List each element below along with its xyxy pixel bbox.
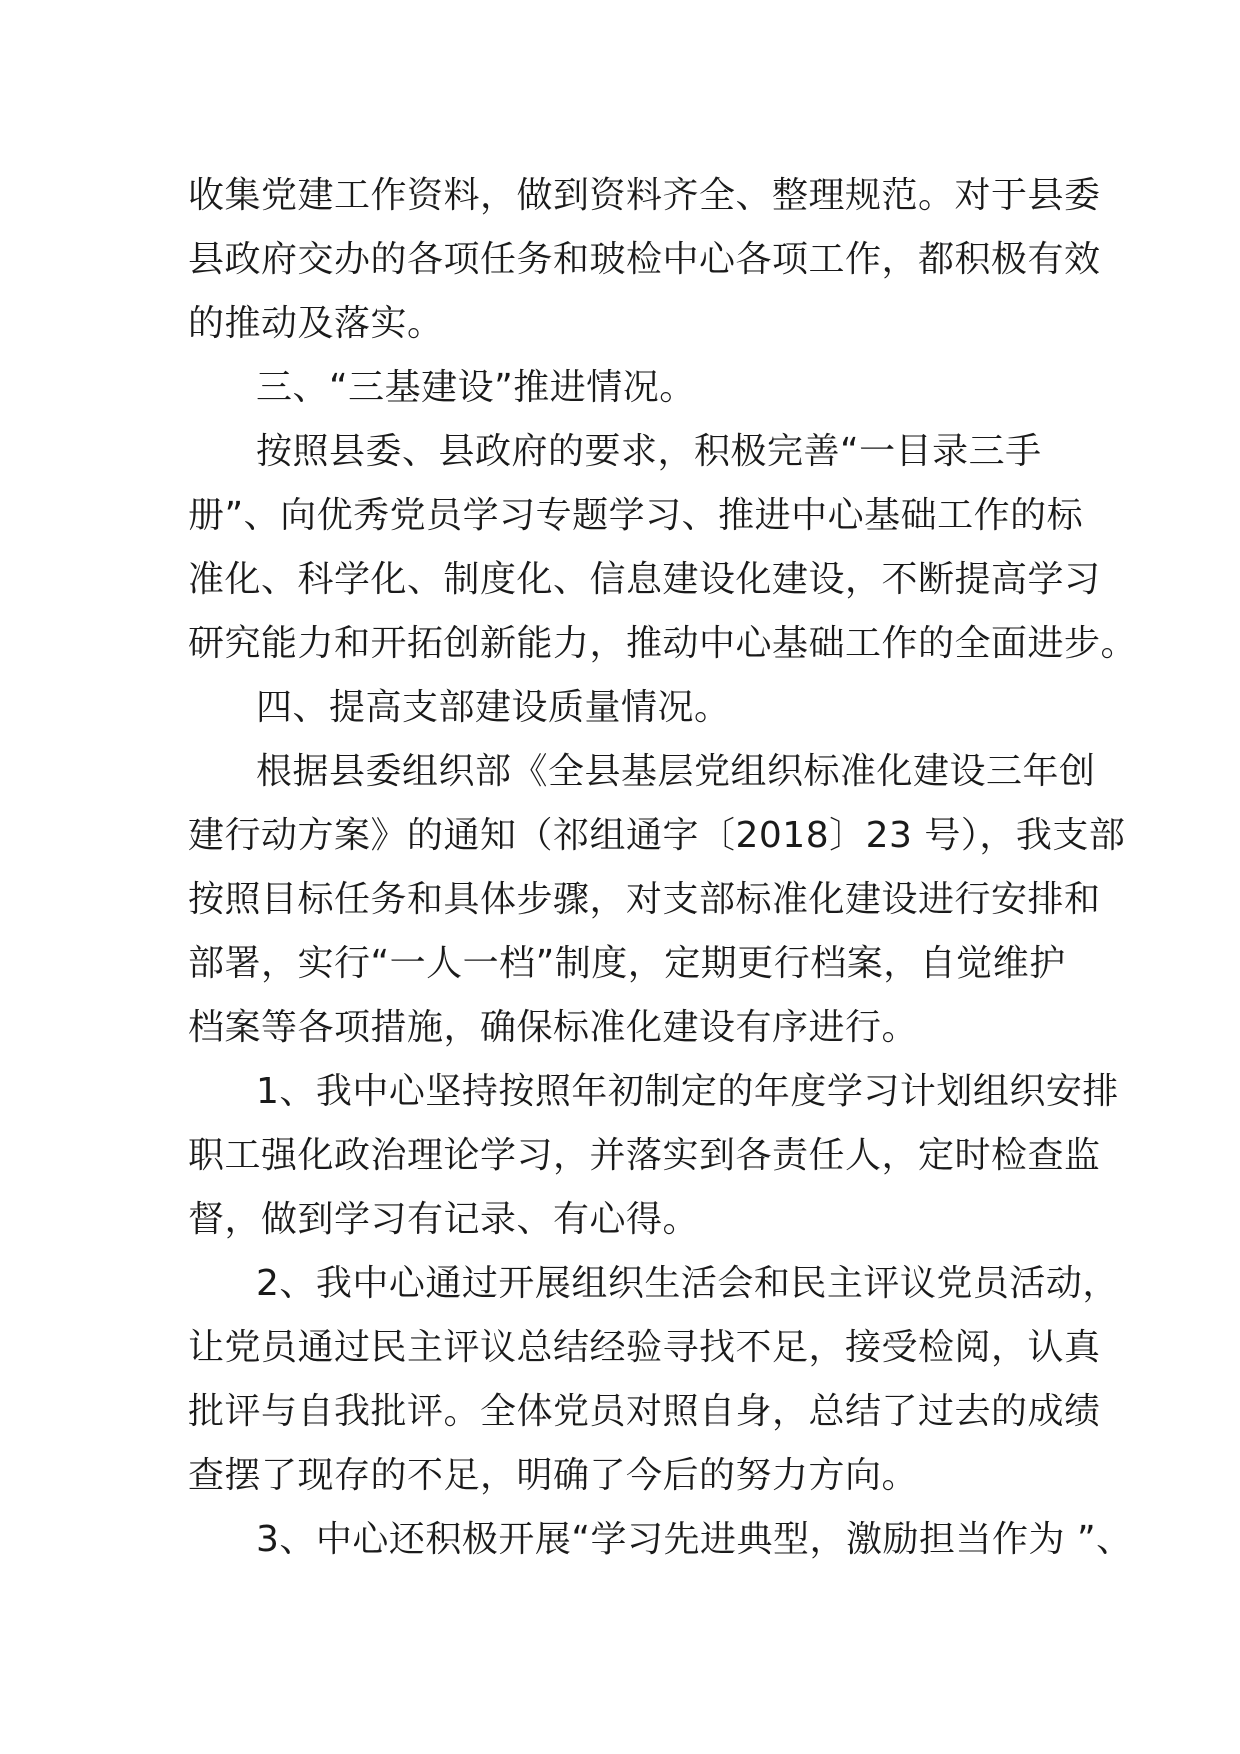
text-line: 建行动方案》的通知（祁组通字〔2018〕23 号），我支部	[188, 815, 1126, 856]
text-line: 的推动及落实。	[188, 303, 444, 344]
section-heading-3: 三、“三基建设”推进情况。	[256, 367, 696, 408]
text-line: 按照县委、县政府的要求，积极完善“一目录三手	[256, 431, 1042, 472]
section-heading-4: 四、提高支部建设质量情况。	[256, 687, 731, 728]
text-line: 查摆了现存的不足，明确了今后的努力方向。	[188, 1455, 919, 1496]
document-body	[188, 164, 1138, 1572]
text-line: 县政府交办的各项任务和玻检中心各项工作，都积极有效	[188, 239, 1101, 280]
text-line: 部署，实行“一人一档”制度，定期更行档案，自觉维护	[188, 943, 1066, 984]
text-line: 收集党建工作资料，做到资料齐全、整理规范。对于县委	[188, 175, 1101, 216]
text-line: 根据县委组织部《全县基层党组织标准化建设三年创	[256, 751, 1096, 792]
text-line: 研究能力和开拓创新能力，推动中心基础工作的全面进步。	[188, 623, 1138, 664]
text-line: 督，做到学习有记录、有心得。	[188, 1199, 700, 1240]
text-line: 职工强化政治理论学习，并落实到各责任人，定时检查监	[188, 1135, 1101, 1176]
list-item-2: 2、我中心通过开展组织生活会和民主评议党员活动，	[256, 1263, 1119, 1304]
list-item-3: 3、中心还积极开展“学习先进典型，激励担当作为 ”、	[256, 1519, 1133, 1560]
list-item-1: 1、我中心坚持按照年初制定的年度学习计划组织安排	[256, 1071, 1119, 1112]
text-line: 让党员通过民主评议总结经验寻找不足，接受检阅，认真	[188, 1327, 1101, 1368]
text-line: 档案等各项措施，确保标准化建设有序进行。	[188, 1007, 919, 1048]
text-line: 批评与自我批评。全体党员对照自身，总结了过去的成绩	[188, 1391, 1101, 1432]
text-line: 册”、向优秀党员学习专题学习、推进中心基础工作的标	[188, 495, 1084, 536]
text-line: 准化、科学化、制度化、信息建设化建设，不断提高学习	[188, 559, 1101, 600]
text-line: 按照目标任务和具体步骤，对支部标准化建设进行安排和	[188, 879, 1101, 920]
